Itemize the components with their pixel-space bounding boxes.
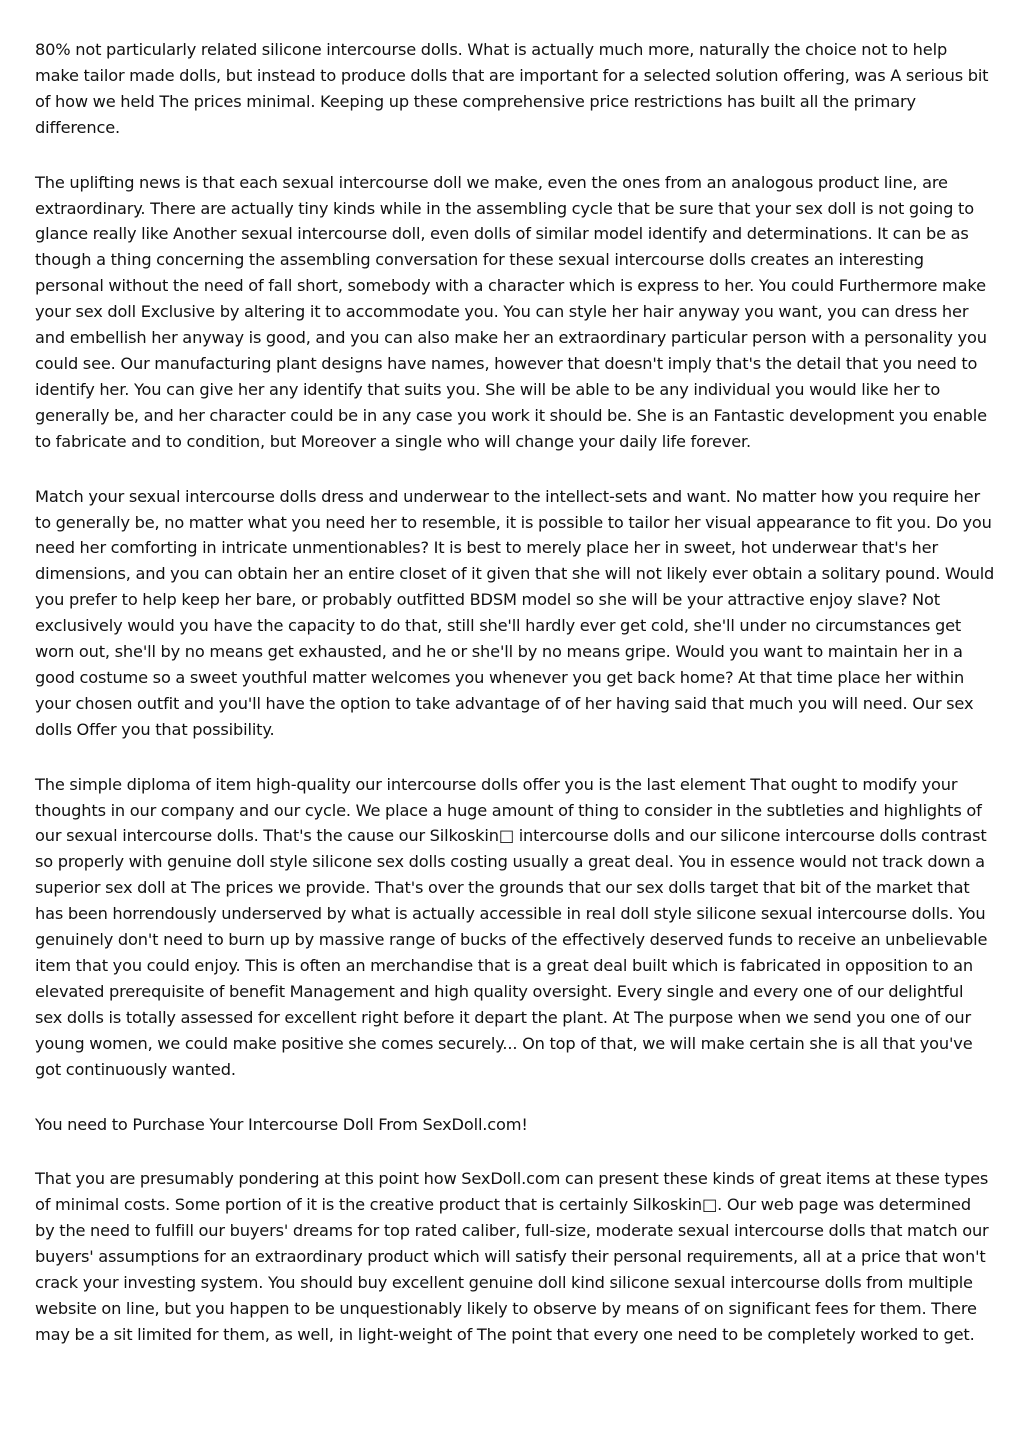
- paragraph-call-to-action: You need to Purchase Your Intercourse Doll From SexDoll.com!: [35, 1114, 528, 1134]
- paragraph-uniqueness: The uplifting news is that each sexual intercourse doll we make, even the ones from an analogous product line, are extraordinary. There are actually tiny kinds while in the assembling cycle that be sure that your sex doll is not going to glance really like Another sexual intercourse doll, even dolls of similar model identify and determinations. It can be as though a thing concerning the assembling conversation for these sexual intercourse dolls creates an interesting personal without the need of fall short, somebody with a character which is express to her. You could Furthermore make your sex doll Exclusive by altering it to accommodate you. You can style her hair anyway you want, you can dress her and embellish her anyway is good, and you can also make her an extraordinary particular person with a personality you could see. Our manufacturing plant designs have names, however that doesn't imply that's the detail that you need to identify her. You can give her any identify that suits you. She will be able to be any individual you would like her to generally be, and her character could be in any case you work it should be. She is an Fantastic development you enable to fabricate and to condition, but Moreover a single who will change your daily life forever.: [35, 172, 987, 451]
- paragraph-pricing: 80% not particularly related silicone intercourse dolls. What is actually much more, naturally the choice not to help make tailor made dolls, but instead to produce dolls that are important for a selected solution offering, was A serious bit of how we held The prices minimal. Keeping up these comprehensive price restrictions has built all the primary difference.: [35, 40, 989, 137]
- paragraph-outfits: Match your sexual intercourse dolls dress and underwear to the intellect-sets and want. No matter how you require her to generally be, no matter what you need her to resemble, it is possible to tailor her visual appearance to fit you. Do you need her comforting in intricate unmentionables? It is best to merely place her in sweet, hot underwear that's her dimensions, and you can obtain her an entire closet of it given that she will not likely ever obtain a solitary pound. Would you prefer to help keep her bare, or probably outfitted BDSM model so she will be your attractive enjoy slave? Not exclusively would you have the capacity to do that, still she'll hardly ever get cold, she'll under no circumstances get worn out, she'll by no means get exhausted, and he or she'll by no means gripe. Would you want to maintain her in a good costume so a sweet youthful matter welcomes you whenever you get back home? At that time place her within your chosen outfit and you'll have the option to take advantage of of her having said that much you will need. Our sex dolls Offer you that possibility.: [35, 486, 995, 739]
- paragraph-quality: The simple diploma of item high-quality our intercourse dolls offer you is the last element That ought to modify your thoughts in our company and our cycle. We place a huge amount of thing to consider in the subtleties and highlights of our sexual intercourse dolls. That's the cause our Silkoskin□ intercourse dolls and our silicone intercourse dolls contrast so properly with genuine doll style silicone sex dolls costing usually a great deal. You in essence would not track down a superior sex doll at The prices we provide. That's over the grounds that our sex dolls target that bit of the market that has been horrendously underserved by what is actually accessible in real doll style silicone sexual intercourse dolls. You genuinely don't need to burn up by massive range of bucks of the effectively deserved funds to receive an unbelievable item that you could enjoy. This is often an merchandise that is a great deal built which is fabricated in opposition to an elevated prerequisite of benefit Management and high quality oversight. Every single and every one of our delightful sex dolls is totally assessed for excellent right before it depart the plant. At The purpose when we send you one of our young women, we could make positive she comes securely... On top of that, we will make certain she is all that you've got continuously wanted.: [35, 774, 988, 1079]
- paragraph-closing: That you are presumably pondering at this point how SexDoll.com can present these kinds of great items at these types of minimal costs. Some portion of it is the creative product that is certainly Silkoskin□. Our web page was determined by the need to fulfill our buyers' dreams for top rated caliber, full-size, moderate sexual intercourse dolls that match our buyers' assumptions for an extraordinary product which will satisfy their personal requirements, all at a price that won't crack your investing system. You should buy excellent genuine doll kind silicone sexual intercourse dolls from multiple website on line, but you happen to be unquestionably likely to observe by means of on significant fees for them. There may be a sit limited for them, as well, in light-weight of The point that every one need to be completely worked to get.: [35, 1169, 989, 1344]
- article-body: [35, 37, 995, 1377]
